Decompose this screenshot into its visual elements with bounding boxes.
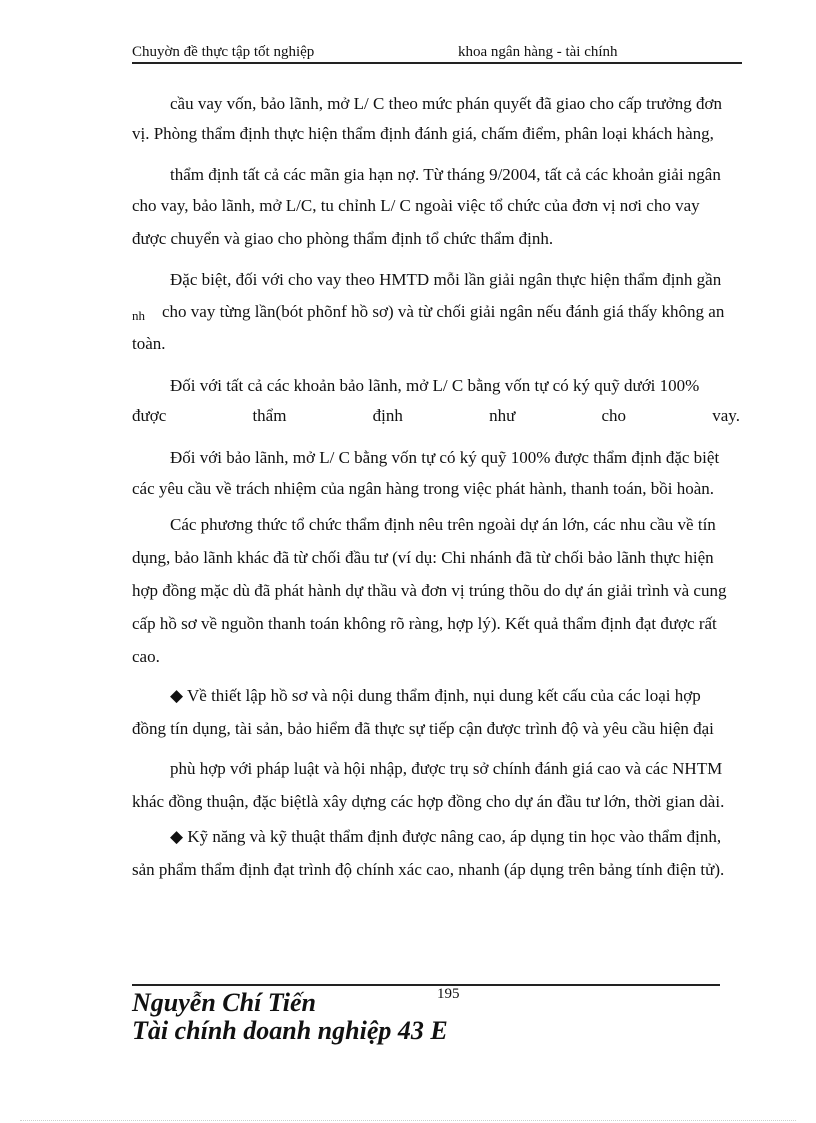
body-line-3: thẩm định tất cả các mãn gia hạn nợ. Từ tháng 9/2004, tất cả các khoản giải ngân (170, 165, 721, 184)
body-line-9: Đối với tất cả các khoản bảo lãnh, mở L/ C bằng vốn tự có ký quỹ dưới 100% (170, 376, 700, 395)
body-line-16: cấp hồ sơ về nguồn thanh toán không rõ ràng, hợp lý). Kết quả thẩm định đạt được rất (132, 614, 717, 633)
body-line-14: dụng, bảo lãnh khác đã từ chối đầu tư (ví dụ: Chi nhánh đã từ chối bảo lãnh thực hiện (132, 548, 714, 567)
author-name: Nguyễn Chí Tiến (132, 988, 316, 1017)
body-line-10 (132, 406, 740, 426)
body-line-23: sản phẩm thẩm định đạt trình độ chính xác cao, nhanh (áp dụng trên bảng tính điện tử). (132, 860, 725, 879)
body-line-20: phù hợp với pháp luật và hội nhập, được trụ sở chính đánh giá cao và các NHTM (170, 759, 723, 778)
body-line-21: khác đồng thuận, đặc biệtlà xây dựng các hợp đồng cho dự án đầu tư lớn, thời gian dài. (132, 792, 725, 811)
body-line-17: cao. (132, 647, 160, 666)
justified-word: vay. (712, 406, 740, 425)
body-line-4: cho vay, bảo lãnh, mở L/C, tu chỉnh L/ C ngoài việc tổ chức của đơn vị nơi cho vay (132, 196, 700, 215)
header-rule (132, 62, 742, 64)
body-line-7: cho vay từng lần(bót phõnf hồ sơ) và từ chối giải ngân nếu đánh giá thấy không an (162, 302, 725, 321)
page-number: 195 (437, 986, 460, 1002)
header-right-title: khoa ngân hàng - tài chính (458, 44, 618, 60)
page-header (132, 40, 742, 64)
body-line-19: đồng tín dụng, tài sản, bảo hiểm đã thực sự tiếp cận được trình độ và yêu cầu hiện đại (132, 719, 714, 738)
justified-word: cho (601, 406, 627, 425)
body-line-13: Các phương thức tổ chức thẩm định nêu trên ngoài dự án lớn, các nhu cầu về tín (170, 515, 716, 534)
bullet-item-2: ◆ Kỹ năng và kỹ thuật thẩm định được nâng cao, áp dụng tin học vào thẩm định, (170, 827, 722, 846)
body-line-2: vị. Phòng thẩm định thực hiện thẩm định đánh giá, chấm điểm, phân loại khách hàng, (132, 124, 714, 143)
body-line-8: toàn. (132, 334, 166, 353)
body-line-11: Đối với bảo lãnh, mở L/ C bằng vốn tự có ký quỹ 100% được thẩm định đặc biệt (170, 448, 720, 467)
justified-word: được (132, 406, 167, 425)
body-line-12: các yêu cầu về trách nhiệm của ngân hàng trong việc phát hành, thanh toán, bồi hoàn. (132, 479, 715, 498)
body-line-15: hợp đồng mặc dù đã phát hành dự thầu và đơn vị trúng thõu do dự án giải trình và cung (132, 581, 727, 600)
header-left-title: Chuyờn đề thực tập tốt nghiệp (132, 44, 315, 60)
footer-rule (132, 984, 720, 986)
body-line-5: được chuyển và giao cho phòng thẩm định tổ chức thẩm định. (132, 229, 554, 248)
bullet-item-1: ◆ Về thiết lập hồ sơ và nội dung thẩm định, nụi dung kết cấu của các loại hợp (170, 686, 701, 705)
body-line-6: Đặc biệt, đối với cho vay theo HMTD mỗi lần giải ngân thực hiện thẩm định gần (170, 270, 722, 289)
justified-word: như (489, 406, 516, 425)
body-line-1: cầu vay vốn, bảo lãnh, mở L/ C theo mức phán quyết đã giao cho cấp trưởng đơn (170, 94, 722, 113)
body-line-7-prefix: nh (132, 308, 145, 323)
justified-word: thẩm (252, 406, 287, 425)
justified-word: định (372, 406, 403, 425)
course-name: Tài chính doanh nghiệp 43 E (132, 1016, 448, 1045)
page-bottom-divider (20, 1120, 796, 1121)
